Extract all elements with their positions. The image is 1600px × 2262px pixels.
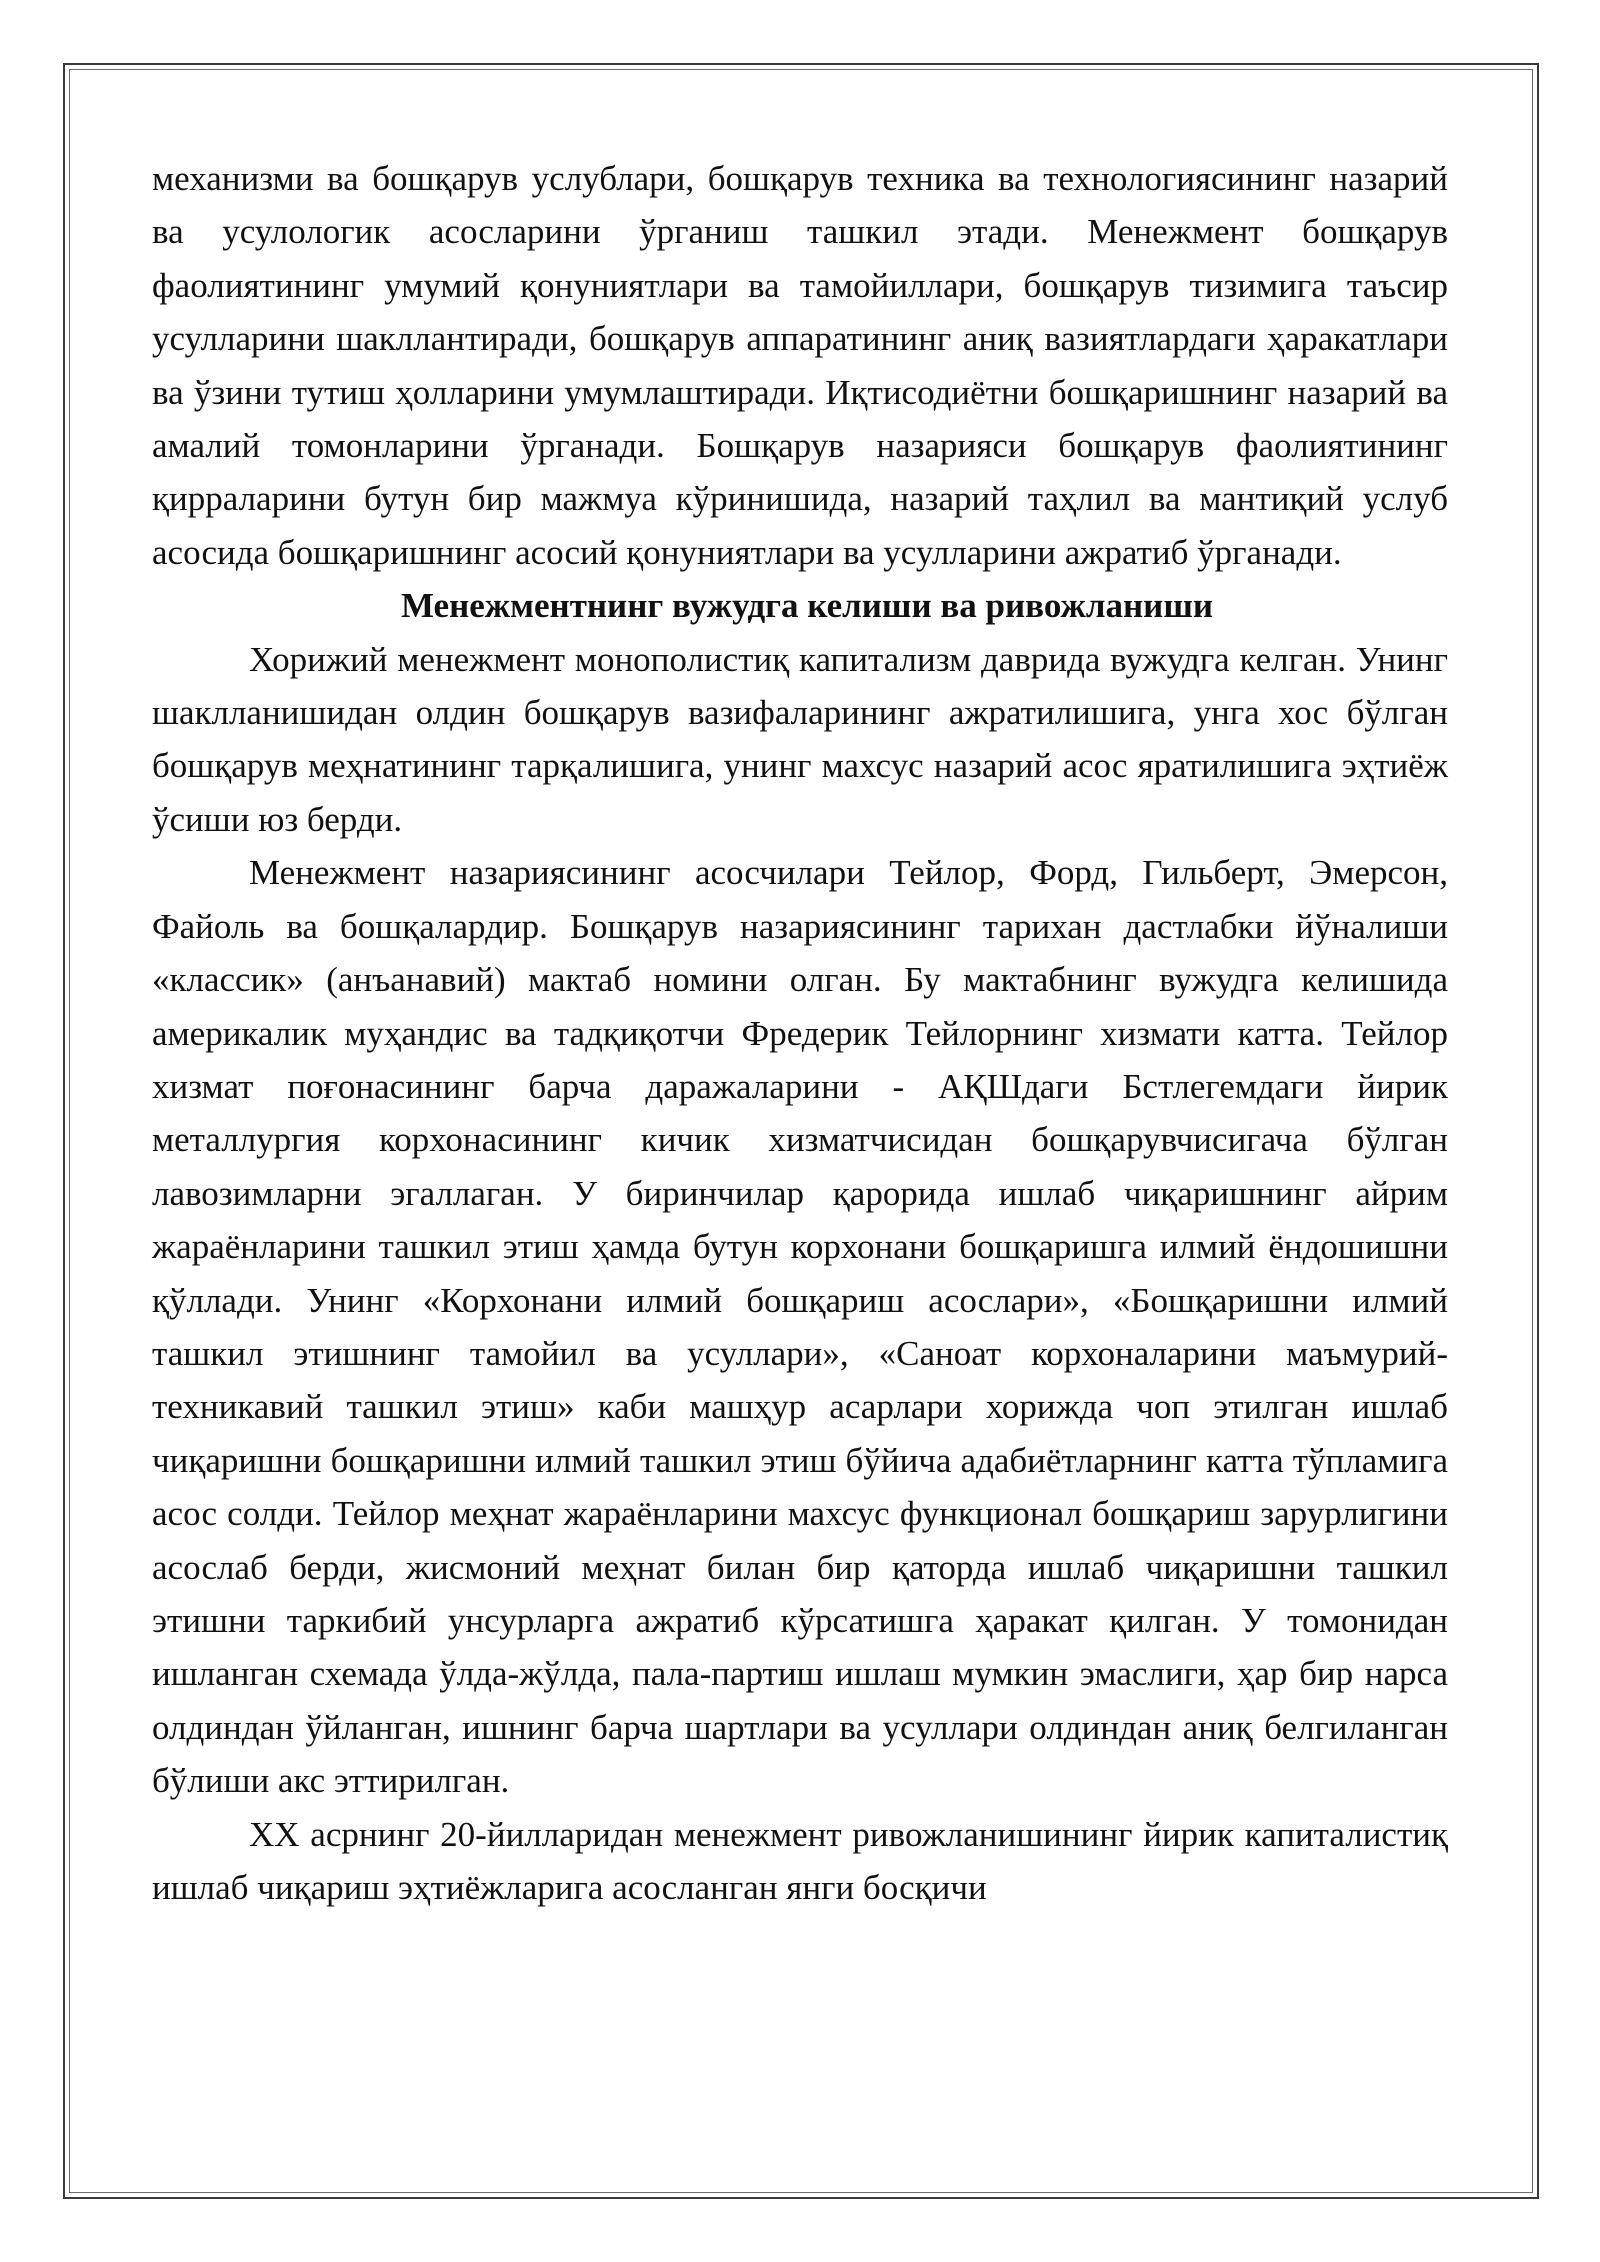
paragraph-1: Хорижий менежмент монополистиқ капитализм даврида вужудга келган. Унинг шаклланишидан олдин бошқарув вазифаларининг ажратилишига, унга хос бўлган бошқарув меҳнатининг тарқалишига, унинг махсус назарий асос яратилишига эҳтиёж ўсиши юз берди.	[152, 639, 1448, 839]
section-heading: Менежментнинг вужудга келиши ва ривожланиши	[400, 586, 1214, 626]
paragraph-3: XX асрнинг 20-йилларидан менежмент ривожланишининг йирик капиталистиқ ишлаб чиқариш эҳтиёжларига асосланган янги босқичи	[152, 1814, 1448, 1907]
document-page	[152, 152, 1448, 1914]
paragraph-intro: механизми ва бошқарув услублари, бошқарув техника ва технологиясининг назарий ва усулологик асосларини ўрганиш ташкил этади. Менежмент бошқарув фаолиятининг умумий қонуниятлари ва тамойиллари, бошқарув тизимига таъсир усулларини шакллантиради, бошқарув аппаратининг аниқ вазиятлардаги ҳаракатлари ва ўзини тутиш ҳолларини умумлаштиради. Иқтисодиётни бошқаришнинг назарий ва амалий томонларини ўрганади. Бошқарув назарияси бошқарув фаолиятининг қирраларини бутун бир мажмуа кўринишида, назарий таҳлил ва мантиқий услуб асосида бошқаришнинг асосий қонуниятлари ва усулларини ажратиб ўрганади.	[152, 159, 1448, 572]
paragraph-2: Менежмент назариясининг асосчилари Тейлор, Форд, Гильберт, Эмерсон, Файоль ва бошқалардир. Бошқарув назариясининг тарихан дастлабки йўналиши «классик» (анъанавий) мактаб номини олган. Бу мактабнинг вужудга келишида америкалик муҳандис ва тадқиқотчи Фредерик Тейлорнинг хизмати катта. Тейлор хизмат поғонасининг барча даражаларини - АҚШдаги Бстлегемдаги йирик металлургия корхонасининг кичик хизматчисидан бошқарувчисигача бўлган лавозимларни эгаллаган. У биринчилар қарорида ишлаб чиқаришнинг айрим жараёнларини ташкил этиш ҳамда бутун корхонани бошқаришга илмий ёндошишни қўллади. Унинг «Корхонани илмий бошқариш асослари», «Бошқаришни илмий ташкил этишнинг тамойил ва усуллари», «Саноат корхоналарини маъмурий-техникавий ташкил этиш» каби машҳур асарлари хорижда чоп этилган ишлаб чиқаришни бошқаришни илмий ташкил этиш бўйича адабиётларнинг катта тўпламига асос солди. Тейлор меҳнат жараёнларини махсус функционал бошқариш зарурлигини асослаб берди, жисмоний меҳнат билан бир қаторда ишлаб чиқаришни ташкил этишни таркибий унсурларга ажратиб кўрсатишга ҳаракат қилган. У томонидан ишланган схемада ўлда-жўлда, пала-партиш ишлаш мумкин эмаслиги, ҳар бир нарса олдиндан ўйланган, ишнинг барча шартлари ва усуллари олдиндан аниқ белгиланган бўлиши акс эттирилган.	[152, 853, 1448, 1801]
